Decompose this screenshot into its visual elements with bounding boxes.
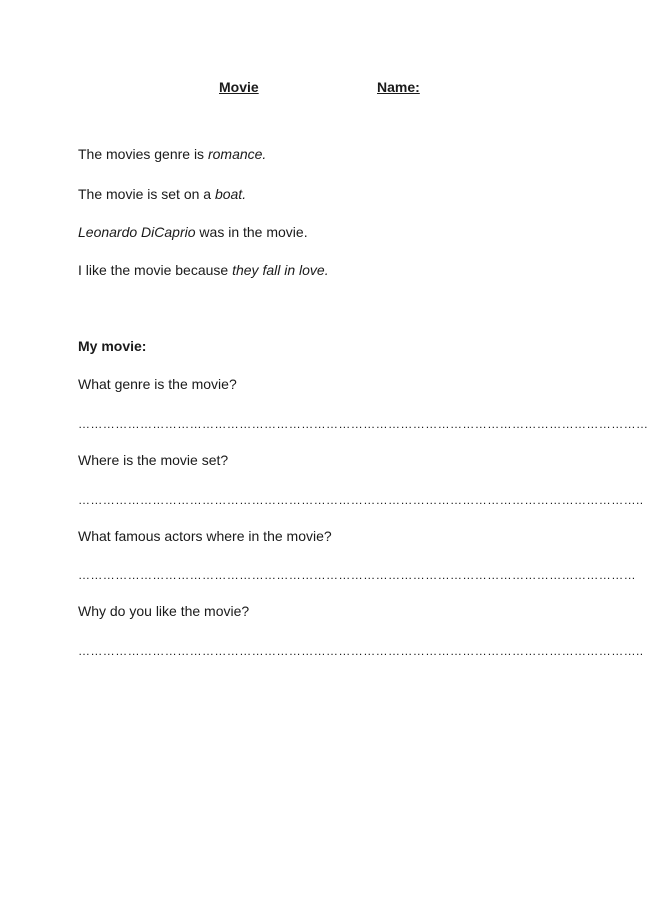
question-setting: Where is the movie set?: [78, 452, 229, 468]
example-like-sentence: [78, 262, 329, 278]
example-like-value: they fall in love.: [232, 262, 329, 278]
worksheet-title: Movie: [219, 79, 259, 95]
answer-line-like[interactable]: ………………………………………………………………………………………………………………………..: [78, 644, 644, 658]
question-like: Why do you like the movie?: [78, 603, 250, 619]
example-like-prefix: I like the movie because: [78, 262, 233, 278]
question-genre: What genre is the movie?: [78, 376, 237, 392]
example-setting-prefix: The movie is set on a: [78, 186, 215, 202]
example-genre-sentence: [78, 146, 266, 162]
example-actor-sentence: [78, 224, 308, 240]
example-actor-suffix: was in the movie.: [195, 224, 308, 240]
example-genre-prefix: The movies genre is: [78, 146, 208, 162]
my-movie-heading: My movie:: [78, 338, 147, 354]
answer-line-actors[interactable]: ………………………………………………………………………………………………………………………: [78, 568, 636, 582]
example-setting-sentence: [78, 186, 246, 202]
answer-line-setting[interactable]: ………………………………………………………………………………………………………………………..: [78, 493, 644, 507]
example-actor-value: Leonardo DiCaprio: [78, 224, 196, 240]
question-actors: What famous actors where in the movie?: [78, 528, 332, 544]
answer-line-genre[interactable]: …………………………………………………………………………………………………………………………: [78, 417, 648, 431]
example-genre-value: romance.: [207, 146, 267, 162]
example-setting-value: boat.: [214, 186, 247, 202]
name-label: Name:: [377, 79, 420, 95]
